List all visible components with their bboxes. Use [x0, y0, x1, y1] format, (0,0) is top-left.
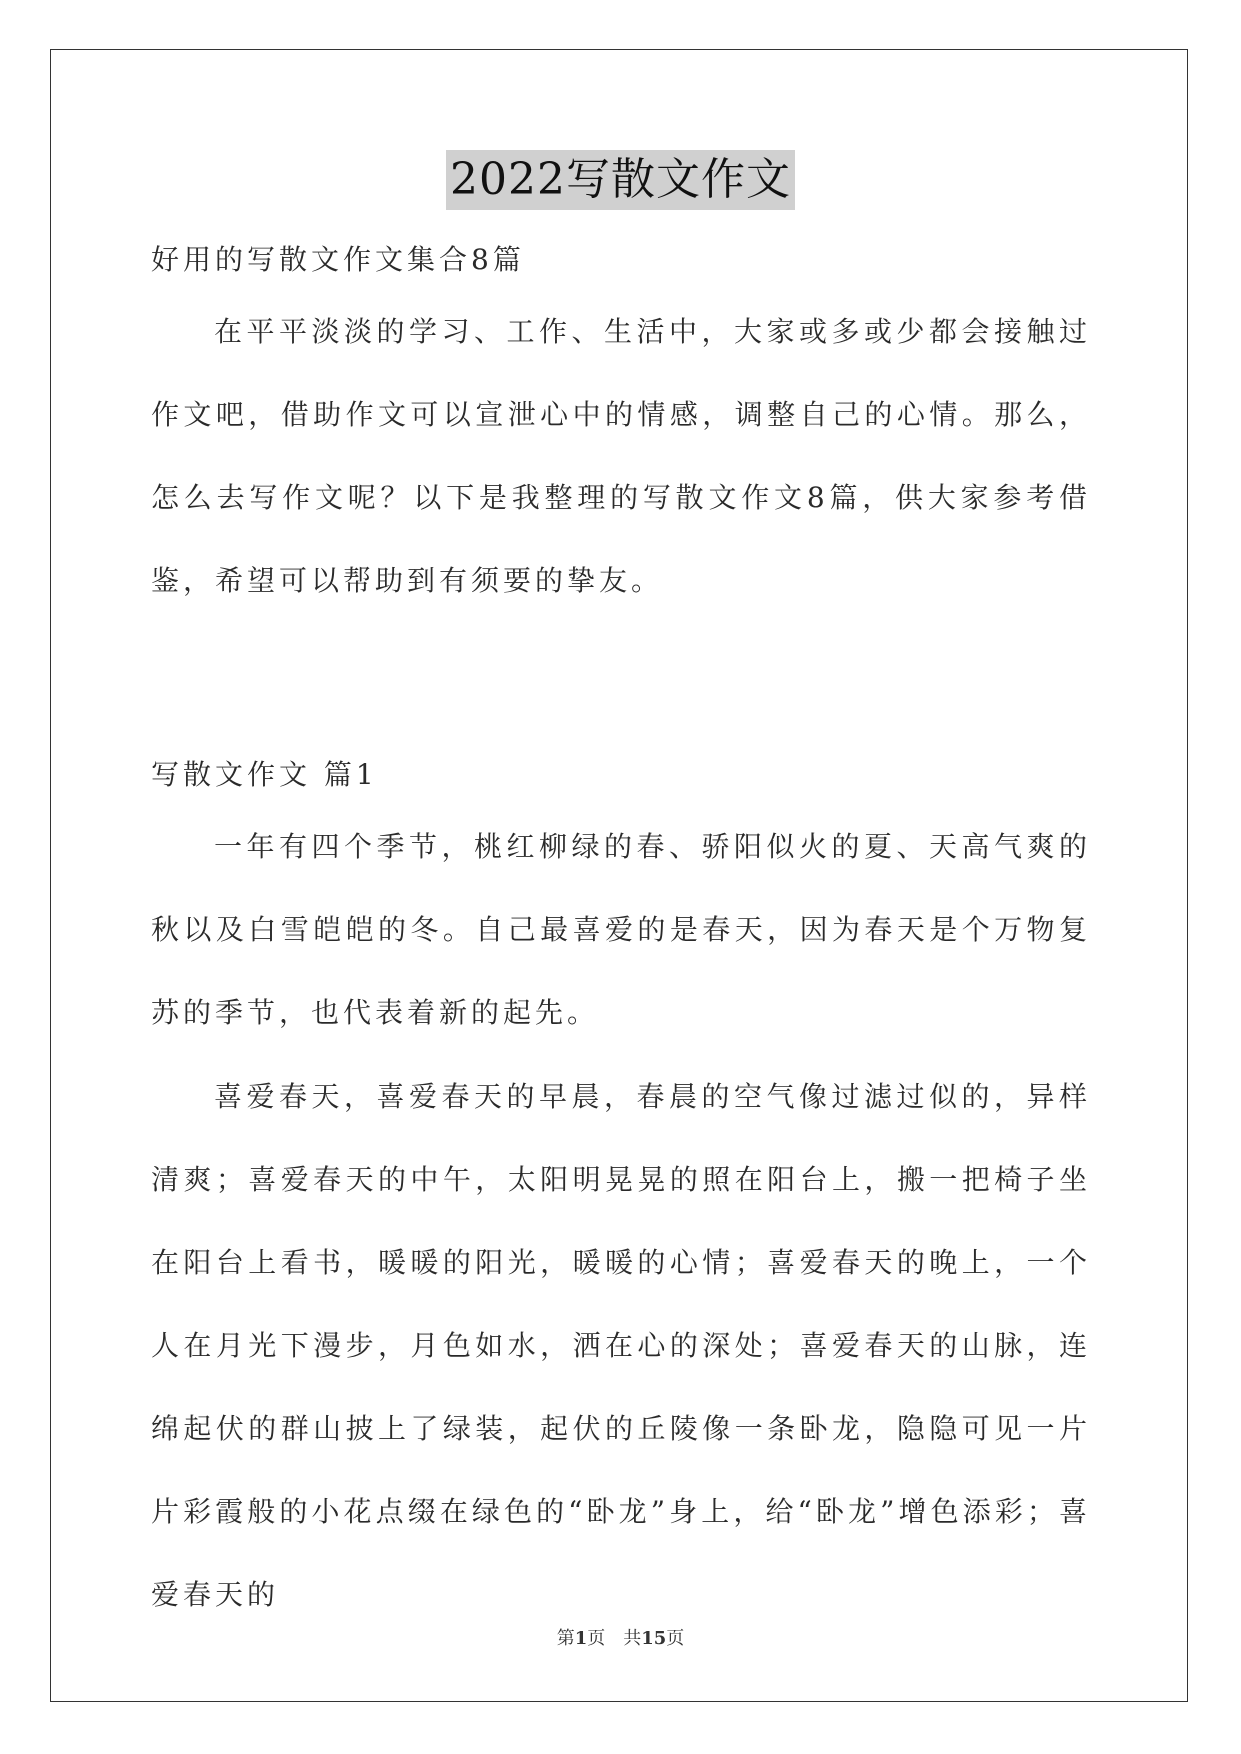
document-title: 2022写散文作文	[446, 150, 795, 210]
page-mid: 页 共	[587, 1628, 642, 1649]
page-total: 15	[641, 1628, 667, 1649]
page-footer	[0, 1624, 1241, 1650]
body-paragraph-1: 一年有四个季节，桃红柳绿的春、骄阳似火的夏、天高气爽的秋以及白雪皑皑的冬。自己最喜爱的是春天，因为春天是个万物复苏的季节，也代表着新的起先。	[151, 830, 1091, 1029]
title-container	[0, 150, 1241, 210]
intro-paragraph: 在平平淡淡的学习、工作、生活中，大家或多或少都会接触过作文吧，借助作文可以宣泄心中的情感，调整自己的心情。那么，怎么去写作文呢？以下是我整理的写散文作文8篇，供大家参考借鉴，希望可以帮助到有须要的挚友。	[151, 315, 1091, 597]
section-heading: 写散文作文 篇1	[151, 758, 378, 791]
page-suffix: 页	[666, 1628, 685, 1649]
page-prefix: 第	[556, 1628, 575, 1649]
document-subtitle: 好用的写散文作文集合8篇	[151, 243, 525, 276]
body-paragraph-2: 喜爱春天，喜爱春天的早晨，春晨的空气像过滤过似的，异样清爽；喜爱春天的中午，太阳明晃晃的照在阳台上，搬一把椅子坐在阳台上看书，暖暖的阳光，暖暖的心情；喜爱春天的晚上，一个人在月光下漫步，月色如水，洒在心的深处；喜爱春天的山脉，连绵起伏的群山披上了绿装，起伏的丘陵像一条卧龙，隐隐可见一片片彩霞般的小花点缀在绿色的“卧龙”身上，给“卧龙”增色添彩；喜爱春天的	[151, 1080, 1091, 1611]
page-current: 1	[574, 1628, 588, 1649]
